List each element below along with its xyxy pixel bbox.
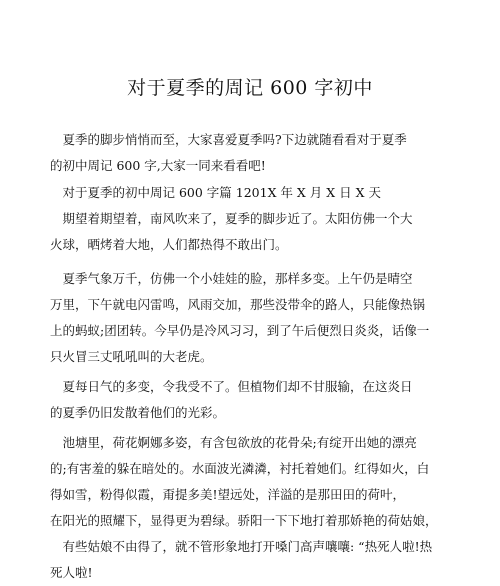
- text-line: 期望着期望着，南风吹来了，夏季的脚步近了。太阳仿佛一个大: [50, 211, 413, 226]
- text-line: 对于夏季的初中周记 600 字篇 1201X 年 X 月 X 日 X 天: [50, 185, 382, 200]
- paragraph-plants: [50, 374, 430, 426]
- text-line: 上的蚂蚁;团团转。今早仍是冷风习习，到了午后便烈日炎炎，话像一: [50, 323, 430, 338]
- text-line: 池塘里，荷花婀娜多姿，有含包欲放的花骨朵;有绽开出她的漂亮: [50, 435, 417, 450]
- paragraph-heading: [50, 180, 430, 206]
- paragraph-intro: [50, 127, 430, 179]
- text-line: 夏季气象万千，仿佛一个小娃娃的脸，那样多变。上午仍是晴空: [50, 271, 413, 286]
- text-line: 的;有害羞的躲在暗处的。水面波光潾潾，衬托着她们。红得如火，白: [50, 461, 430, 476]
- text-line: 夏季的脚步悄悄而至，大家喜爱夏季吗?下边就随看看对于夏季: [50, 132, 407, 147]
- text-line: 夏每日气的多变，令我受不了。但植物们却不甘服输，在这炎日: [50, 379, 413, 394]
- paragraph-pond: [50, 430, 438, 586]
- document-title: 对于夏季的周记 600 字初中: [127, 77, 373, 99]
- text-line: 死人啦!: [50, 565, 93, 580]
- text-line: 万里，下午就电闪雷鸣，风雨交加，那些没带伞的路人，只能像热锅: [50, 297, 426, 312]
- text-line: 的夏季仍旧发散着他们的光彩。: [50, 405, 226, 420]
- text-line: 的初中周记 600 字,大家一同来看看吧!: [50, 158, 266, 173]
- text-line: 有些姑娘不由得了，就不管形象地打开嗓门高声嚷嚷: “热死人啦!热: [50, 539, 433, 554]
- text-line: 得如雪，粉得似霞，甭提多美!望远处，洋溢的是那田田的荷叶，: [50, 487, 406, 502]
- paragraph-weather: [50, 266, 430, 370]
- text-line: 在阳光的照耀下，显得更为碧绿。骄阳一下下地打着那娇艳的荷姑娘，: [50, 513, 438, 528]
- paragraph-expectation: [50, 206, 430, 258]
- text-line: 火球，晒烤着大地，人们都热得不敢出门。: [50, 237, 288, 252]
- text-line: 只火冒三丈吼吼叫的大老虎。: [50, 349, 213, 364]
